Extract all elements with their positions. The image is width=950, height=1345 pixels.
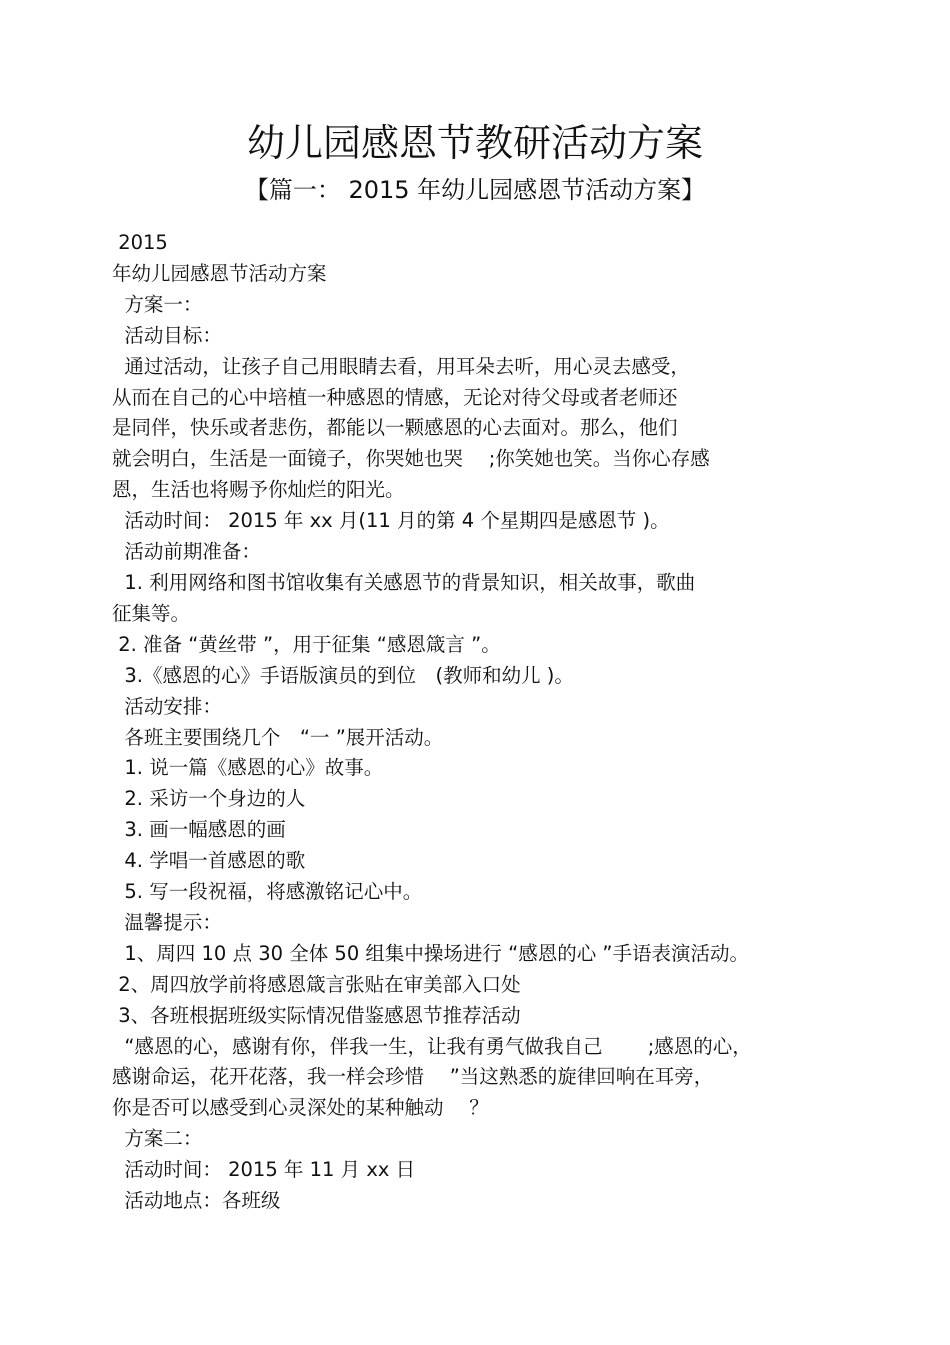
body-line: 1. 说一篇《感恩的心》故事。 [112,756,384,780]
body-line: 活动前期准备： [112,540,261,564]
body-line: 感谢命运，花开花落，我一样会珍惜 ”当这熟悉的旋律回响在耳旁， [112,1065,714,1089]
body-line: 1、周四 10 点 30 全体 50 组集中操场进行 “感恩的心 ”手语表演活动。 [112,941,750,965]
body-line: 4. 学唱一首感恩的歌 [112,849,306,873]
document-body [112,228,842,1217]
body-line: 2. 准备 “黄丝带 ”，用于征集 “感恩箴言 ”。 [112,632,501,656]
body-line: 活动目标： [112,323,222,347]
body-line: 3.《感恩的心》手语版演员的到位 (教师和幼儿 )。 [112,663,574,687]
body-line: 温馨提示： [112,910,222,934]
body-line: 2、周四放学前将感恩箴言张贴在审美部入口处 [112,972,521,996]
body-line: 你是否可以感受到心灵深处的某种触动 ？ [112,1096,489,1120]
body-line: 方案一： [112,292,203,316]
body-line: 从而在自己的心中培植一种感恩的情感，无论对待父母或者老师还 [112,385,678,409]
body-line: 征集等。 [112,601,191,625]
body-line: 活动地点：各班级 [112,1189,281,1213]
body-line: 2. 采访一个身边的人 [112,787,306,811]
body-line: “感恩的心，感谢有你，伴我一生，让我有勇气做我自己 ;感恩的心， [112,1034,752,1058]
body-line: 2015 [112,231,168,254]
body-line: 方案二： [112,1127,203,1151]
body-line: 3、各班根据班级实际情况借鉴感恩节推荐活动 [112,1003,521,1027]
body-line: 恩，生活也将赐予你灿烂的阳光。 [112,478,405,502]
body-line: 各班主要围绕几个 “一 ”展开活动。 [112,725,444,749]
body-line: 通过活动，让孩子自己用眼睛去看，用耳朵去听，用心灵去感受， [112,354,690,378]
body-line: 3. 画一幅感恩的画 [112,818,286,842]
body-line: 年幼儿园感恩节活动方案 [112,261,327,285]
body-line: 活动时间： 2015 年 xx 月(11 月的第 4 个星期四是感恩节 )。 [112,509,670,533]
body-line: 5. 写一段祝福，将感激铭记心中。 [112,880,423,904]
body-line: 1. 利用网络和图书馆收集有关感恩节的背景知识，相关故事，歌曲 [112,570,696,594]
body-line: 活动时间： 2015 年 11 月 xx 日 [112,1158,416,1182]
document-title: 幼儿园感恩节教研活动方案 [246,121,703,165]
document-subtitle: 【篇一： 2015 年幼儿园感恩节活动方案】 [244,176,706,204]
body-line: 是同伴，快乐或者悲伤，都能以一颗感恩的心去面对。那么，他们 [112,416,678,440]
body-line: 就会明白，生活是一面镜子，你哭她也哭 ;你笑她也笑。当你心存感 [112,447,710,471]
body-line: 活动安排： [112,694,222,718]
